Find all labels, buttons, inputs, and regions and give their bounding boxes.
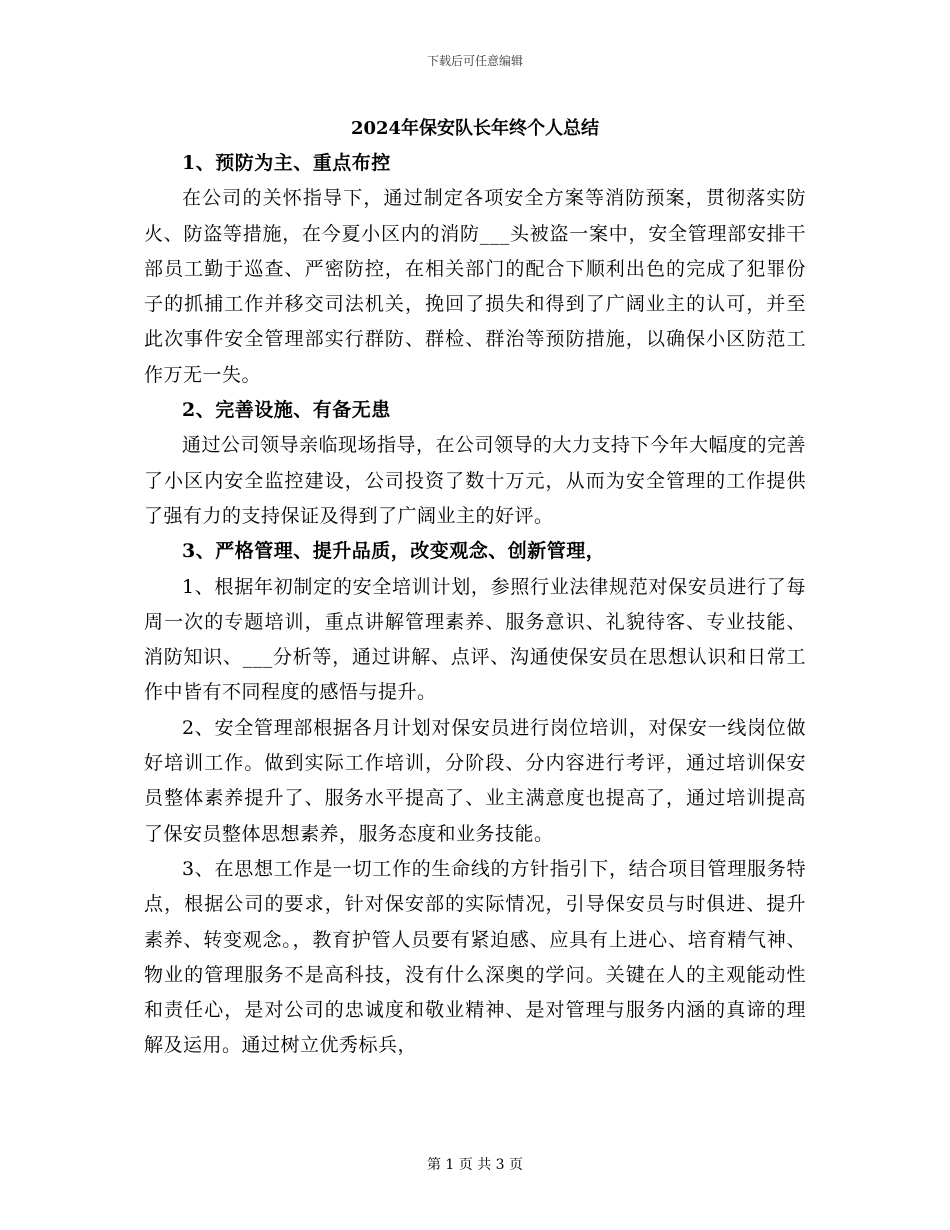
paragraph: 3、在思想工作是一切工作的生命线的方针指引下，结合项目管理服务特点，根据公司的要求，针对保安部的实际情况，引导保安员与时俱进、提升素养、转变观念。，教育护管人员要有紧迫感、应具有上进心、培育精气神、物业的管理服务不是高科技，没有什么深奥的学问。关键在人的主观能动性和责任心，是对公司的忠诚度和敬业精神、是对管理与服务内涵的真谛的理解及运用。通过树立优秀标兵， (144, 857, 806, 1057)
paragraph: 2、安全管理部根据各月计划对保安员进行岗位培训，对保安一线岗位做好培训工作。做到实际工作培训，分阶段、分内容进行考评，通过培训保安员整体素养提升了、服务水平提高了、业主满意度也提高了，通过培训提高了保安员整体思想素养，服务态度和业务技能。 (144, 716, 806, 845)
document-title: 2024年保安队长年终个人总结 (350, 118, 600, 139)
section-heading-prevention: 1、预防为主、重点布控 (182, 152, 391, 174)
paragraph: 1、根据年初制定的安全培训计划，参照行业法律规范对保安员进行了每周一次的专题培训，重点讲解管理素养、服务意识、礼貌待客、专业技能、消防知识、___分析等，通过讲解、点评、沟通使保安员在思想认识和日常工作中皆有不同程度的感悟与提升。 (144, 575, 806, 704)
page-number: 第 1 页 共 3 页 (426, 1157, 524, 1173)
paragraph: 在公司的关怀指导下，通过制定各项安全方案等消防预案，贯彻落实防火、防盗等措施，在今夏小区内的消防___头被盗一案中，安全管理部安排干部员工勤于巡查、严密防控，在相关部门的配合下顺利出色的完成了犯罪份子的抓捕工作并移交司法机关，挽回了损失和得到了广阔业主的认可，并至此次事件安全管理部实行群防、群检、群治等预防措施，以确保小区防范工作万无一失。 (144, 187, 806, 386)
section-heading-facilities: 2、完善设施、有备无患 (182, 399, 391, 422)
document-body (144, 146, 806, 1064)
page-header-note: 下载后可任意编辑 (426, 54, 523, 68)
paragraph: 通过公司领导亲临现场指导，在公司领导的大力支持下今年大幅度的完善了小区内安全监控建设，公司投资了数十万元，从而为安全管理的工作提供了强有力的支持保证及得到了广阔业主的好评。 (144, 434, 807, 527)
section-heading-management: 3、严格管理、提升品质，改变观念、创新管理， (182, 540, 606, 563)
